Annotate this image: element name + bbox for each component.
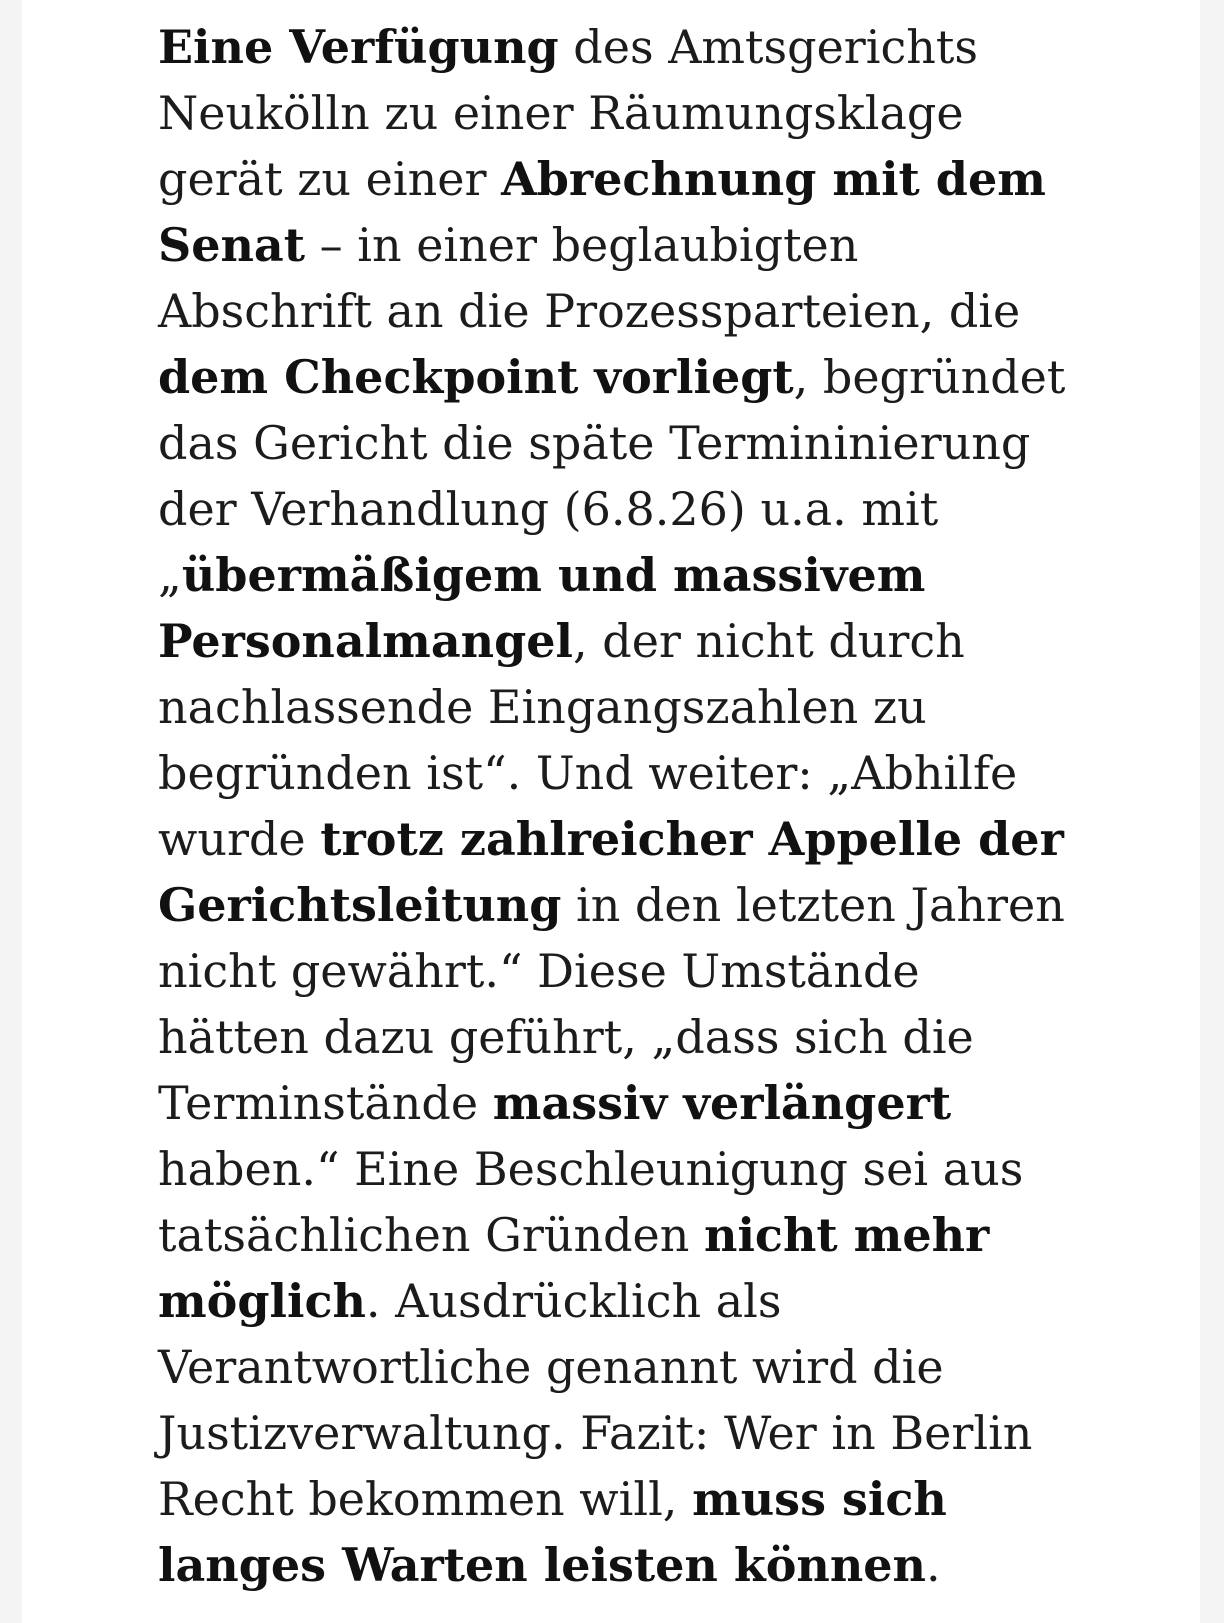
text-run: . [925,1538,941,1592]
text-run: – in einer beglaubigten Abschrift an die Prozessparteien, die [158,218,1021,338]
bold-phrase: dem Checkpoint vorliegt [158,350,794,404]
bold-phrase: nicht mehr möglich [158,1208,990,1328]
text-run: . Ausdrücklich als Verantwortliche genannt wird die Justizverwaltung. Fazit: Wer in Berlin Recht bekommen will, [158,1274,1033,1526]
bold-phrase: massiv verlängert [492,1076,952,1130]
article-page [22,0,1200,1623]
bold-phrase: trotz zahlreicher Appelle der Gerichtsleitung [158,812,1064,932]
text-run: , begründet das Gericht die späte Termininierung der Verhandlung (6.8.26) u.a. mit „ [158,350,1066,602]
bold-phrase: übermäßigem und massivem Personalmangel [158,548,926,668]
text-run: des Amtsgerichts Neukölln zu einer Räumungsklage gerät zu einer [158,20,978,206]
article-paragraph [158,14,1078,1598]
text-run: in den letzten Jahren nicht gewährt.“ Diese Umstände hätten dazu geführt, „dass sich die Terminstände [158,878,1065,1130]
bold-phrase: muss sich langes Warten leisten können [158,1472,947,1592]
bold-phrase: Eine Verfügung [158,20,559,74]
text-run: haben.“ Eine Beschleunigung sei aus tatsächlichen Gründen [158,1142,1024,1262]
text-run: , der nicht durch nachlassende Eingangszahlen zu begründen ist“. Und weiter: „Abhilfe wurde [158,614,1018,866]
bold-phrase: Abrechnung mit dem Senat [158,152,1046,272]
